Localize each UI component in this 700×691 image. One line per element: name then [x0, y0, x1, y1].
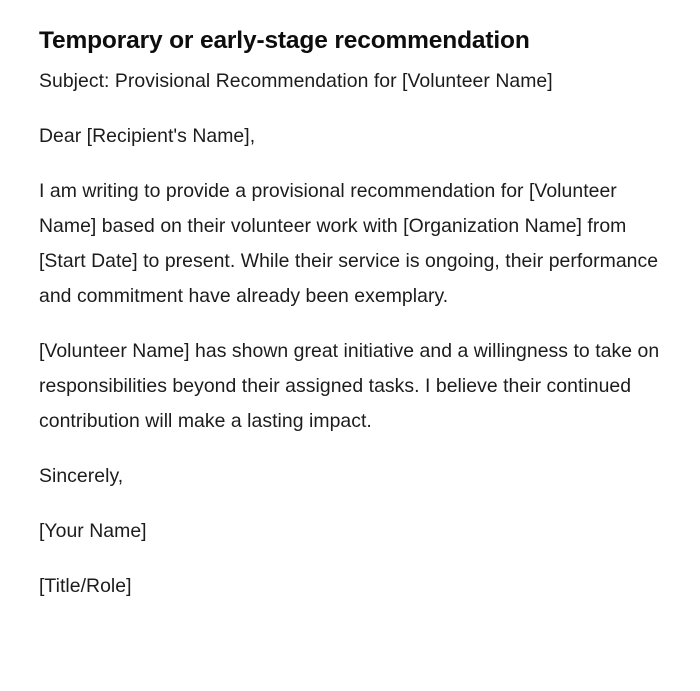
closing-line: Sincerely,	[39, 465, 124, 487]
salutation-line: Dear [Recipient's Name],	[39, 125, 256, 147]
signature-title: [Title/Role]	[39, 575, 132, 597]
signature-name: [Your Name]	[39, 520, 147, 542]
body-paragraph-1: I am writing to provide a provisional recommendation for [Volunteer Name] based on their volunteer work with [Organization Name] from [Start Date] to present. While their service is ongoing, their performance and commitment have already been exemplary.	[39, 180, 659, 307]
body-paragraph-2: [Volunteer Name] has shown great initiative and a willingness to take on responsibilities beyond their assigned tasks. I believe their continued contribution will make a lasting impact.	[39, 340, 660, 432]
subject-line: Subject: Provisional Recommendation for [Volunteer Name]	[39, 70, 553, 92]
page-title: Temporary or early-stage recommendation	[39, 27, 530, 54]
letter-template-body	[39, 0, 663, 604]
